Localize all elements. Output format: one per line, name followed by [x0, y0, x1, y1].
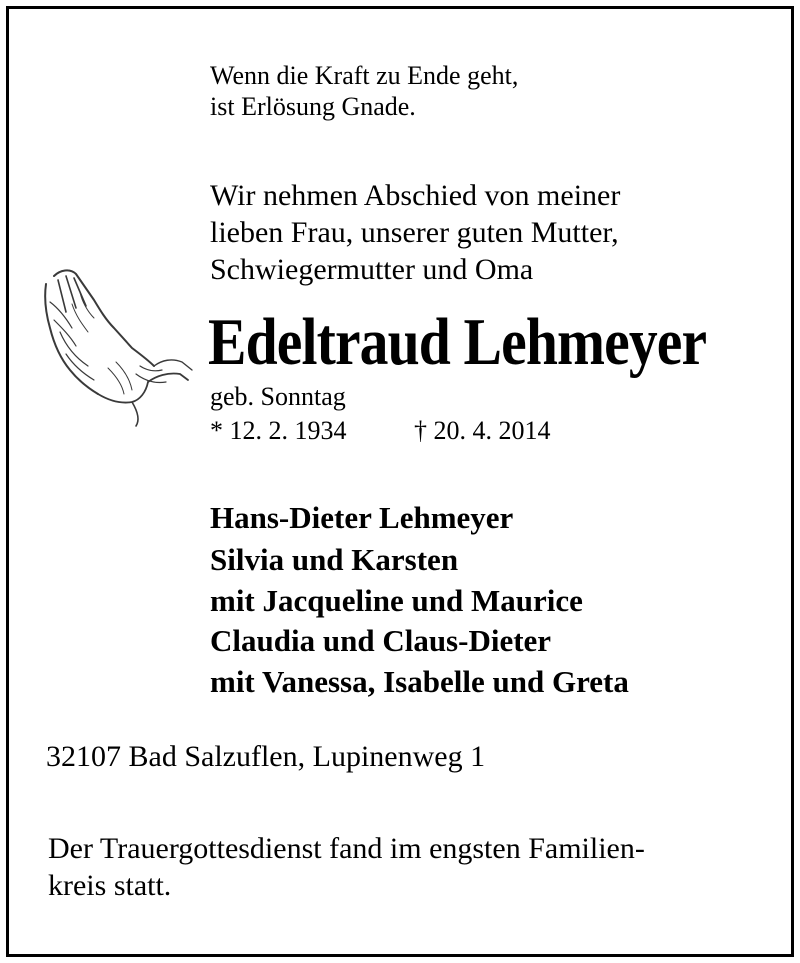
service-note-line: kreis statt.: [48, 869, 172, 902]
mourner-line: mit Jacqueline und Maurice: [210, 583, 583, 618]
mourner-group: [210, 539, 583, 621]
mourner-line: Hans-Dieter Lehmeyer: [210, 500, 514, 535]
mourner-line: Claudia und Claus-Dieter: [210, 623, 552, 658]
intro-text: [210, 177, 620, 288]
intro-line: lieben Frau, unserer guten Mutter,: [210, 216, 619, 249]
birth-date: * 12. 2. 1934: [210, 416, 347, 445]
address: 32107 Bad Salzuflen, Lupinenweg 1: [46, 740, 486, 773]
praying-hands-icon: [36, 262, 196, 428]
deceased-name: Edeltraud Lehmeyer: [208, 305, 707, 379]
motto-line: Wenn die Kraft zu Ende geht,: [210, 61, 519, 90]
intro-line: Wir nehmen Abschied von meiner: [210, 179, 621, 212]
mourner-group: [210, 620, 629, 702]
birth-name: geb. Sonntag: [210, 382, 346, 411]
mourner-line: mit Vanessa, Isabelle und Greta: [210, 664, 629, 699]
service-note-line: Der Trauergottesdienst fand im engsten Familien-: [48, 832, 645, 865]
notice-border: [6, 6, 794, 957]
motto-line: ist Erlösung Gnade.: [210, 92, 416, 121]
service-note: [48, 830, 645, 904]
death-date: † 20. 4. 2014: [414, 416, 551, 445]
mourner-group: [210, 497, 513, 538]
mourner-line: Silvia und Karsten: [210, 542, 459, 577]
intro-line: Schwiegermutter und Oma: [210, 253, 534, 286]
motto: [210, 60, 518, 122]
